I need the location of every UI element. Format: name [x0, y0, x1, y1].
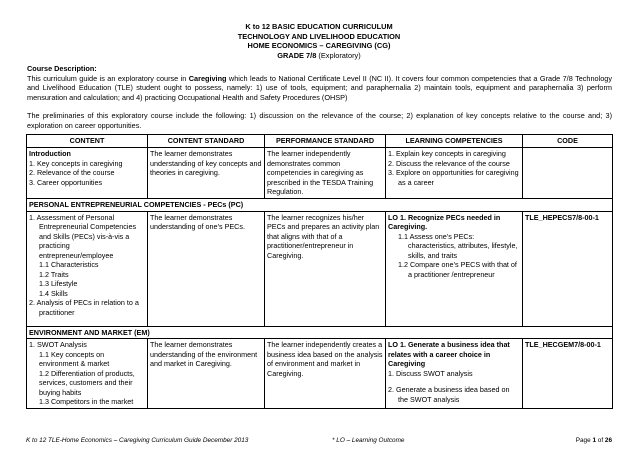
- course-description-title: Course Description:: [27, 64, 97, 73]
- pecs-code: TLE_HEPECS7/8-00-1: [523, 211, 613, 326]
- list-item: 1. Assessment of Personal Entrepreneurial Competencies and Skills (PECs) vis-à-vis a practicing entrepreneur/employee: [29, 212, 137, 260]
- intro-content-cell: [27, 148, 148, 199]
- learning-outcome: LO 1. Recognize PECs needed in Caregiving.: [388, 212, 501, 231]
- list-item: 3. Career opportunities: [29, 177, 103, 187]
- table-header-row: [27, 135, 613, 148]
- header-line-2: TECHNOLOGY AND LIVELIHOOD EDUCATION: [237, 31, 401, 41]
- env-content-cell: [27, 339, 148, 409]
- section-title: ENVIRONMENT AND MARKET (EM): [27, 326, 613, 339]
- col-header-code: CODE: [523, 135, 613, 148]
- pecs-content-cell: [27, 211, 148, 326]
- course-description-paragraph-1: [27, 74, 612, 103]
- section-title: PERSONAL ENTREPRENEURIAL COMPETENCIES - PECs (PC): [27, 199, 613, 212]
- grade-label: GRADE 7/8: [277, 50, 317, 60]
- list-item: 2. Discuss the relevance of the course: [388, 158, 510, 168]
- table-row: [27, 148, 613, 199]
- col-header-content-standard: CONTENT STANDARD: [148, 135, 265, 148]
- page-number: [576, 437, 612, 445]
- list-item: 1.1 Characteristics: [39, 260, 99, 269]
- intro-competencies: [386, 148, 523, 199]
- page-total: 26: [604, 437, 612, 444]
- intro-title: Introduction: [29, 149, 71, 158]
- env-competencies: [386, 339, 523, 409]
- page-current: 1: [592, 437, 596, 444]
- list-item: 1. Key concepts in caregiving: [29, 158, 123, 168]
- list-item: 2. Generate a business idea based on the SWOT analysis: [388, 385, 510, 404]
- section-row-env: [27, 326, 613, 339]
- learning-outcome: LO 1. Generate a business idea that relates with a career choice in Caregiving: [388, 340, 510, 368]
- page-of: of: [596, 437, 605, 444]
- env-content-standard: The learner demonstrates understanding of the environment and market in Caregiving.: [148, 339, 265, 409]
- list-item: 1. Explain key concepts in caregiving: [388, 149, 506, 158]
- env-performance-standard: The learner independently creates a business idea based on the analysis of environment and market in Caregiving.: [265, 339, 386, 409]
- intro-content-standard: The learner demonstrates understanding of key concepts and theories in caregiving.: [148, 148, 265, 199]
- list-item: 1.3 Lifestyle: [39, 279, 78, 288]
- col-header-performance-standard: PERFORMANCE STANDARD: [265, 135, 386, 148]
- page-prefix: Page: [575, 437, 593, 444]
- course-description-paragraph-2: The preliminaries of this exploratory course include the following: 1) discussion on the relevance of the course; 2) explanation of key concepts relative to the course and; 3) exploration on career opportunities.: [27, 110, 612, 130]
- list-item: 3. Explore on opportunities for caregiving as a career: [388, 168, 519, 187]
- list-item: 1.4 Skills: [39, 288, 68, 298]
- footer-lo-note: * LO – Learning Outcome: [332, 437, 405, 444]
- header-line-3: HOME ECONOMICS – CAREGIVING (CG): [247, 41, 391, 51]
- list-item: 1.1 Key concepts on environment & market: [39, 349, 110, 368]
- list-item: 1.3 Competitors in the market: [39, 397, 134, 406]
- header-grade: [0, 51, 638, 61]
- grade-note: (Exploratory): [318, 50, 361, 60]
- col-header-learning-competencies: LEARNING COMPETENCIES: [386, 135, 523, 148]
- list-item: 1.2 Differentiation of products, services, customers and their buying habits: [39, 368, 135, 397]
- document-header: [0, 22, 638, 60]
- list-item: 1.2 Compare one’s PECS with that of a practitioner /entrepreneur: [398, 260, 517, 279]
- header-line-1: K to 12 BASIC EDUCATION CURRICULUM: [245, 22, 393, 31]
- list-item: 1.2 Traits: [39, 269, 69, 279]
- pecs-competencies: [386, 211, 523, 326]
- desc-text-b: which leads to National Certificate Level II (NC II). It covers four common competencies that a Grade 7/8 Technology and Livelihood Education (TLE) student ought to possess, namely: 1) use of tools, equipment; and paraphernalia 2) maintain tools, equipment and paraphernalia 3) perform mensuration and calculation; and 4) practicing Occupational Health and Safety Procedures (OHSP): [27, 73, 612, 103]
- desc-text-a: This curriculum guide is an exploratory course in: [27, 73, 189, 83]
- list-item: 2. Relevance of the course: [29, 168, 115, 177]
- env-code: TLE_HECGEM7/8-00-1: [523, 339, 613, 409]
- pecs-content-standard: The learner demonstrates understanding of one’s PECs.: [148, 211, 265, 326]
- col-header-content: CONTENT: [27, 135, 148, 148]
- intro-performance-standard: The learner independently demonstrates common competencies in caregiving as prescribed in the TESDA Training Regulation.: [265, 148, 386, 199]
- list-item: 2. Analysis of PECs in relation to a practitioner: [29, 298, 139, 317]
- section-row-pecs: [27, 199, 613, 212]
- list-item: 1. Discuss SWOT analysis: [388, 368, 473, 378]
- table-row: [27, 211, 613, 326]
- list-item: 1.1 Assess one’s PECs: characteristics, attributes, lifestyle, skills, and traits: [398, 231, 518, 260]
- table-row: [27, 339, 613, 409]
- desc-text-bold: Caregiving: [188, 73, 227, 83]
- intro-code: [523, 148, 613, 199]
- course-description: [27, 64, 612, 130]
- pecs-performance-standard: The learner recognizes his/her PECs and prepares an activity plan that aligns with that of a practitioner/entrepreneur in Caregiving.: [265, 211, 386, 326]
- footer-guide-title: K to 12 TLE-Home Economics – Caregiving Curriculum Guide December 2013: [26, 437, 249, 444]
- list-item: 1. SWOT Analysis: [29, 340, 87, 349]
- curriculum-table: [26, 134, 613, 409]
